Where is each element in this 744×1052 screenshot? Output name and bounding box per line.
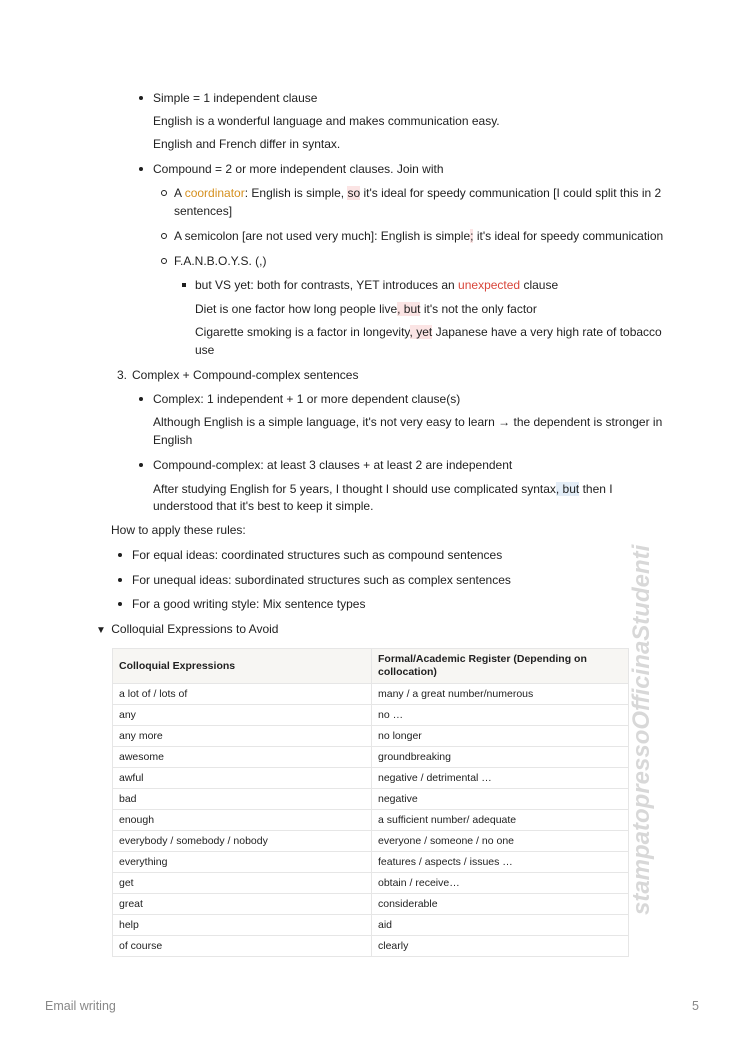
table-cell: any (113, 705, 372, 726)
table-cell: considerable (372, 894, 629, 915)
table-cell: obtain / receive… (372, 873, 629, 894)
but-vs-yet-item: but VS yet: both for contrasts, YET introduces an unexpected clause (195, 278, 559, 292)
table-row (113, 894, 629, 915)
compound-list-item: Compound = 2 or more independent clauses. Join with (153, 162, 444, 176)
table-cell: everyone / someone / no one (372, 831, 629, 852)
table-cell: enough (113, 810, 372, 831)
table-header-row (113, 649, 629, 684)
coordinator-item: A coordinator: English is simple, so it's ideal for speedy communication [I could split this in 2 (174, 184, 664, 202)
footer-title: Email writing (45, 999, 116, 1013)
table-row (113, 705, 629, 726)
table-cell: a sufficient number/ adequate (372, 810, 629, 831)
rule-item: For unequal ideas: subordinated structures such as complex sentences (132, 573, 511, 587)
table-cell: negative / detrimental … (372, 768, 629, 789)
table-cell: no … (372, 705, 629, 726)
table-cell: everything (113, 852, 372, 873)
complex-heading: Complex + Compound-complex sentences (132, 368, 359, 382)
complex-example: Although English is a simple language, it's not very easy to learn → the dependent is stronger in (153, 415, 663, 429)
complex-list-item: Complex: 1 independent + 1 or more dependent clause(s) (153, 392, 461, 406)
table-cell: bad (113, 789, 372, 810)
compound-complex-list-item: Compound-complex: at least 3 clauses + at least 2 are independent (153, 458, 513, 472)
diet-example: Diet is one factor how long people live, but it's not the only factor (195, 302, 537, 316)
table-row (113, 726, 629, 747)
table-row (113, 831, 629, 852)
table-header-cell: Colloquial Expressions (113, 649, 372, 684)
table-cell: great (113, 894, 372, 915)
table-cell: of course (113, 936, 372, 957)
table-cell: no longer (372, 726, 629, 747)
table-row (113, 915, 629, 936)
table-row (113, 936, 629, 957)
list-number-3: 3. (117, 368, 128, 382)
semicolon-item: A semicolon [are not used very much]: English is simple; it's ideal for speedy communication (174, 229, 664, 243)
cigarette-example-cont: use (195, 343, 215, 357)
table-row (113, 873, 629, 894)
table-cell: many / a great number/numerous (372, 684, 629, 705)
colloquial-toggle[interactable] (96, 620, 278, 640)
page-number: 5 (692, 999, 699, 1013)
triangle-down-icon[interactable]: ▼ (96, 625, 106, 636)
table-cell: any more (113, 726, 372, 747)
table-row (113, 684, 629, 705)
compound-complex-example: After studying English for 5 years, I thought I should use complicated syntax, but then I (153, 482, 613, 496)
fanboys-item: F.A.N.B.O.Y.S. (,) (174, 254, 267, 268)
table-cell: awful (113, 768, 372, 789)
compound-complex-example-cont: understood that it's best to keep it simple. (153, 499, 374, 513)
table-cell: awesome (113, 747, 372, 768)
table-cell: everybody / somebody / nobody (113, 831, 372, 852)
so-highlight: so (347, 186, 361, 200)
table-cell: negative (372, 789, 629, 810)
toggle-label[interactable]: Colloquial Expressions to Avoid (111, 622, 279, 636)
table-row (113, 810, 629, 831)
semicolon-highlight: ; (470, 229, 474, 243)
table-row (113, 789, 629, 810)
table-row (113, 747, 629, 768)
unexpected-term: unexpected (458, 278, 521, 292)
table-row (113, 768, 629, 789)
table-cell: help (113, 915, 372, 936)
simple-example-2: English and French differ in syntax. (153, 137, 341, 151)
table-cell: groundbreaking (372, 747, 629, 768)
table-cell: features / aspects / issues … (372, 852, 629, 873)
yet-highlight: , yet (409, 325, 433, 339)
rule-item: For a good writing style: Mix sentence types (132, 597, 366, 611)
complex-example-cont: English (153, 433, 193, 447)
apply-heading: How to apply these rules: (111, 523, 246, 537)
rule-item: For equal ideas: coordinated structures such as compound sentences (132, 548, 503, 562)
but-blue-highlight: , but (555, 482, 580, 496)
watermark: stampatopressoOfficinaStudenti (628, 544, 655, 915)
table-header-cell: Formal/Academic Register (Depending on collocation) (372, 649, 629, 684)
simple-example-1: English is a wonderful language and makes communication easy. (153, 114, 500, 128)
table-cell: a lot of / lots of (113, 684, 372, 705)
simple-list-item: Simple = 1 independent clause (153, 91, 318, 105)
cigarette-example: Cigarette smoking is a factor in longevity, yet Japanese have a very high rate of tobacco (195, 325, 662, 339)
table-cell: clearly (372, 936, 629, 957)
table-cell: aid (372, 915, 629, 936)
colloquial-expressions-table (112, 648, 629, 957)
coordinator-item-cont: sentences] (174, 204, 233, 218)
table-row (113, 852, 629, 873)
but-highlight: , but (397, 302, 421, 316)
table-cell: get (113, 873, 372, 894)
coordinator-term: coordinator (184, 186, 245, 200)
